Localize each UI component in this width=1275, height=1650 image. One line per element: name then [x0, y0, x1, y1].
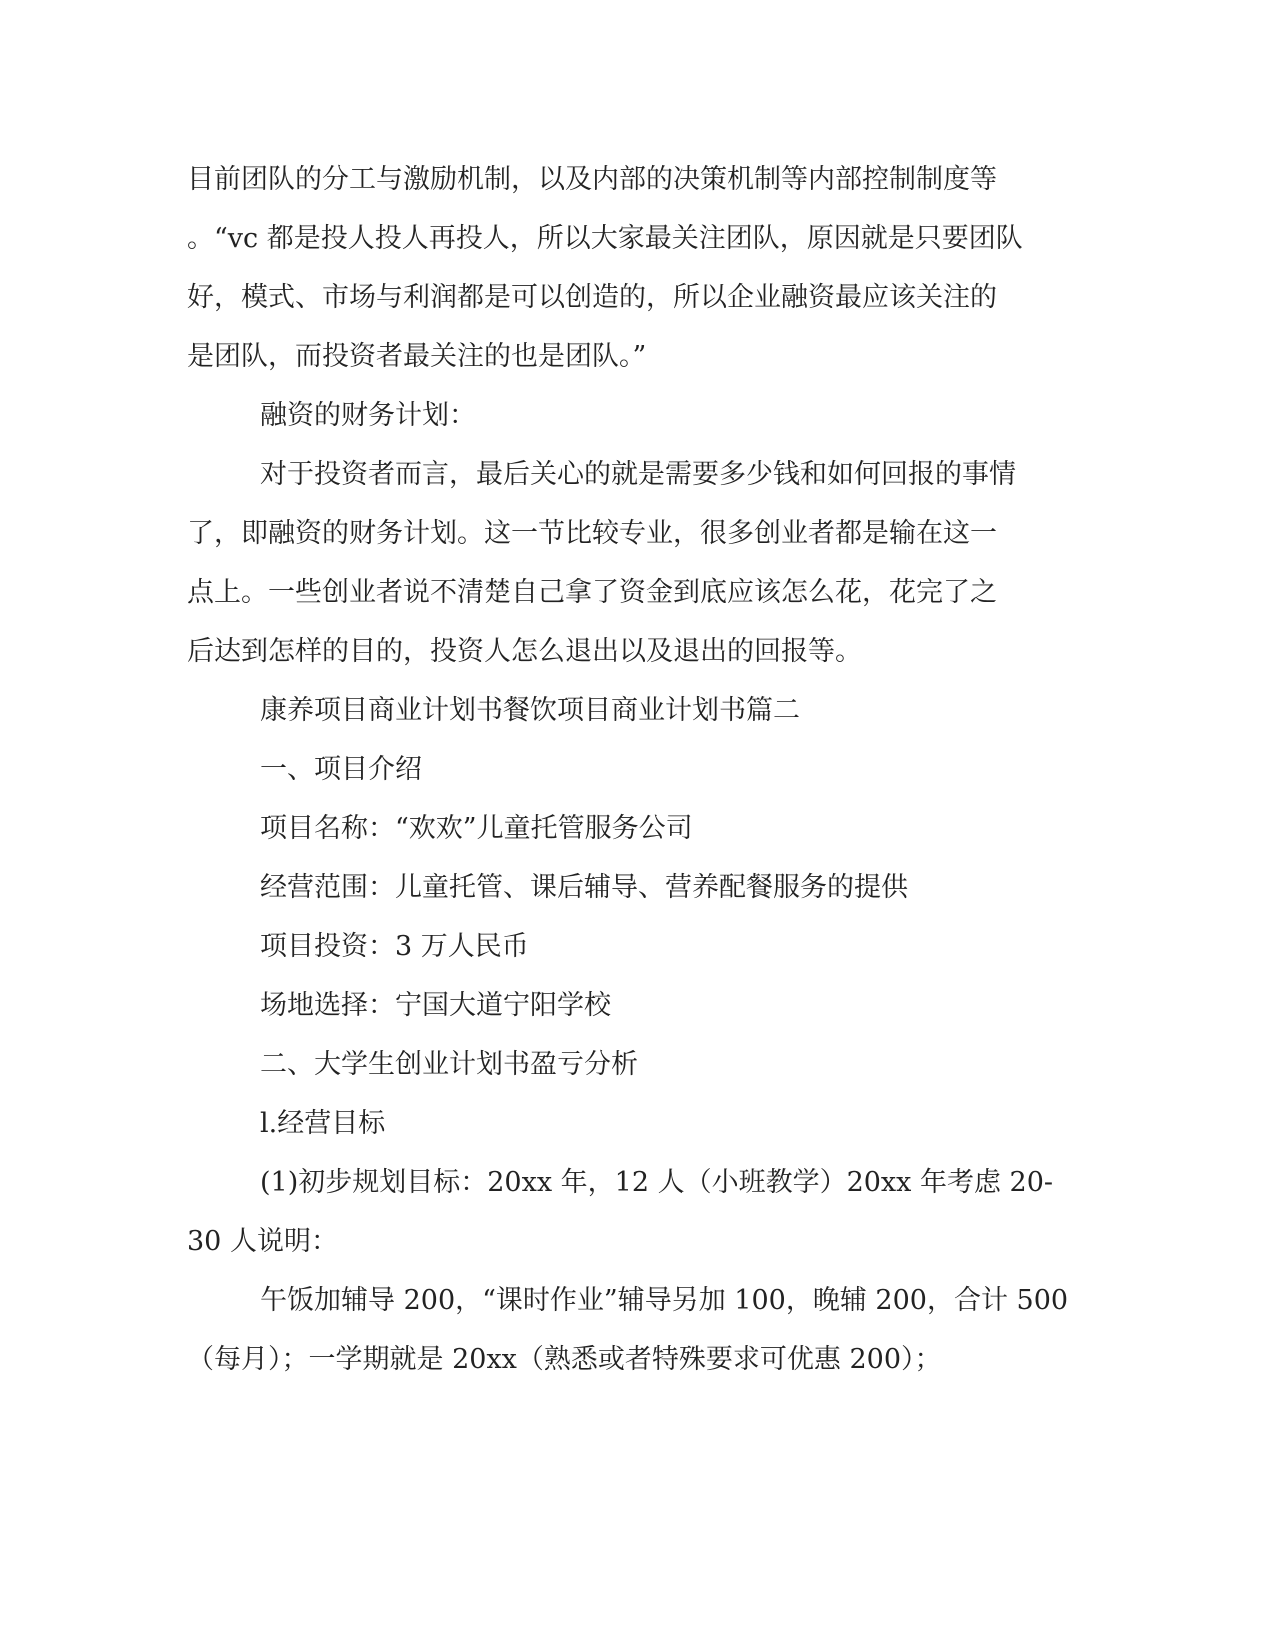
subsection-heading: l.经营目标: [260, 1108, 386, 1139]
paragraph-line: 点上。一些创业者说不清楚自己拿了资金到底应该怎么花，花完了之: [187, 577, 997, 608]
paragraph-line: 项目名称：“欢欢”儿童托管服务公司: [260, 813, 693, 844]
paragraph-line: 对于投资者而言，最后关心的就是需要多少钱和如何回报的事情: [260, 459, 1016, 490]
paragraph-line: 项目投资：3 万人民币: [260, 931, 529, 962]
section-heading: 一、项目介绍: [260, 754, 422, 785]
section-heading: 融资的财务计划：: [260, 400, 476, 431]
document-title: 康养项目商业计划书餐饮项目商业计划书篇二: [260, 695, 800, 726]
paragraph-line: 午饭加辅导 200，“课时作业”辅导另加 100，晚辅 200，合计 500: [260, 1285, 1069, 1316]
paragraph-line: 是团队，而投资者最关注的也是团队。”: [187, 341, 647, 372]
paragraph-line: 经营范围：儿童托管、课后辅导、营养配餐服务的提供: [260, 872, 908, 903]
paragraph-line: (1)初步规划目标：20xx 年，12 人（小班教学）20xx 年考虑 20-: [260, 1167, 1054, 1198]
paragraph-line: 。“vc 都是投人投人再投人，所以大家最关注团队，原因就是只要团队: [187, 223, 1023, 254]
paragraph-line: 后达到怎样的目的，投资人怎么退出以及退出的回报等。: [187, 636, 862, 667]
paragraph-line: 好，模式、市场与利润都是可以创造的，所以企业融资最应该关注的: [187, 282, 997, 313]
paragraph-line: 场地选择：宁国大道宁阳学校: [260, 990, 611, 1021]
paragraph-line: （每月）；一学期就是 20xx（熟悉或者特殊要求可优惠 200）；: [187, 1344, 942, 1375]
paragraph-line: 目前团队的分工与激励机制，以及内部的决策机制等内部控制制度等: [187, 164, 997, 195]
paragraph-line: 30 人说明：: [187, 1226, 338, 1257]
paragraph-line: 了，即融资的财务计划。这一节比较专业，很多创业者都是输在这一: [187, 518, 997, 549]
section-heading: 二、大学生创业计划书盈亏分析: [260, 1049, 638, 1080]
